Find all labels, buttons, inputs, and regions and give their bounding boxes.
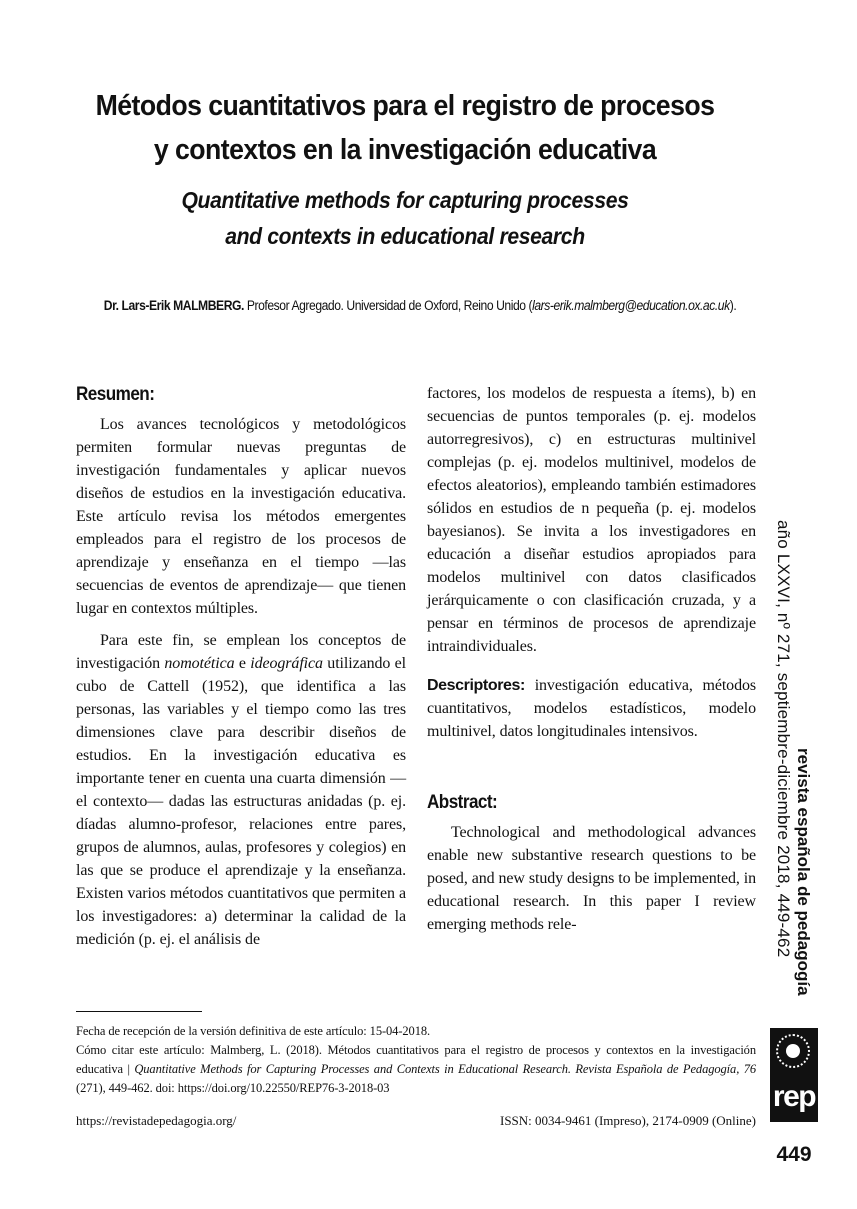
descriptores-text: investigación educativa, métodos cuantitativos, modelos estadísticos, modelo multinivel, datos longitudinales intensivos. (427, 677, 756, 740)
descriptores (427, 674, 756, 743)
title-english-line-1: Quantitative methods for capturing processes (181, 187, 629, 213)
descriptores-label: Descriptores: (427, 677, 525, 694)
title-english-line-2: and contexts in educational research (225, 223, 585, 249)
title-spanish-line-1: Métodos cuantitativos para el registro de procesos (95, 90, 715, 122)
left-column (76, 383, 406, 951)
author-closing: ). (729, 298, 737, 313)
resumen-heading: Resumen: (76, 384, 155, 405)
resumen-paragraph-continued: factores, los modelos de respuesta a ítems), b) en secuencias de puntos temporales (p. ej. modelos autorregresivos), c) en estructuras multinivel complejas (p. ej. modelos multinivel, modelos de efectos aleatorios), empleando también estimadores sólidos en estudios de n pequeña (p. ej. modelos bayesianos). Se invita a los investigadores en educación a diseñar estudios apropiados para modelos multinivel con datos clasificados jerárquicamente o con clasificación cruzada, y a pensar en términos de procesos de aprendizaje intraindividuales. (427, 385, 756, 655)
citation-part-c[interactable]: (271), 449-462. doi: https://doi.org/10.22550/REP76-3-2018-03 (76, 1081, 390, 1095)
title-spanish (88, 84, 723, 172)
footnotes (76, 1022, 756, 1098)
author-line (96, 298, 744, 313)
page-number: 449 (776, 1143, 812, 1166)
author-email[interactable]: lars-erik.malmberg@education.ox.ac.uk (532, 298, 730, 313)
logo-text: rep (772, 1080, 816, 1113)
abstract-section (427, 791, 756, 936)
resumen-paragraph-2 (76, 629, 406, 951)
logo-emblem-icon (776, 1034, 810, 1068)
title-english (88, 182, 723, 254)
resumen-paragraph-1: Los avances tecnológicos y metodológicos permiten formular nuevas preguntas de investigación fundamentales y aplicar nuevos diseños de estudios en la investigación educativa. Este artículo revisa los métodos emergentes empleados para el registro de los procesos de aprendizaje y enseñanza en el tiempo —las secuencias de eventos de aprendizaje— que tienen lugar en contextos múltiples. (76, 416, 406, 617)
rep-logo (770, 1028, 818, 1122)
author-affiliation: Profesor Agregado. Universidad de Oxford, Reino Unido ( (243, 298, 533, 313)
issue-info-vertical: año LXXVI, nº 271, septiembre-diciembre 2018, 449-462 (774, 520, 793, 958)
title-spanish-line-2: y contextos en la investigación educativa (153, 134, 657, 166)
page-footer (76, 1113, 756, 1133)
citation-part-a: Cómo citar este artículo: Malmberg, L. (2018). Métodos cuantitativos para el registro de procesos y contextos en la investigación educativa | (76, 1043, 756, 1076)
footnote-received: Fecha de recepción de la versión definitiva de este artículo: 15-04-2018. (76, 1024, 431, 1038)
resumen-p2-nomotetica: nomotética (164, 655, 235, 672)
resumen-p2-part-a: Para este fin, se emplean los conceptos de investigación (76, 632, 406, 672)
footnote-citation (76, 1041, 756, 1098)
resumen-p2-part-c: e (234, 655, 251, 672)
resumen-p2-ideografica: ideográfica (250, 655, 323, 672)
resumen-p2-part-e: utilizando el cubo de Cattell (1952), que identifica a las personas, las variables y el tiempo como las tres dimensiones clave para describir diseños de estudios. En la investigación educativa es importante tener en cuenta una cuarta dimensión —el contexto— dadas las estructuras anidadas (p. ej. díadas alumno-profesor, relaciones entre pares, grupos de alumnos, aulas, profesores y colegios) en las que se produce el aprendizaje y la enseñanza. Existen varios métodos cuantitativos que permiten a los investigadores: a) determinar la calidad de la medición (p. ej. el análisis de (76, 655, 406, 948)
right-column (427, 382, 756, 936)
abstract-paragraph-1: Technological and methodological advances enable new substantive research questions to be posed, and new study designs to be implemented, in educational research. In this paper I review emerging methods rele- (427, 824, 756, 933)
footnote-divider (76, 1011, 202, 1012)
abstract-heading: Abstract: (427, 792, 498, 813)
footer-url-link[interactable]: https://revistadepedagogia.org/ (76, 1113, 237, 1128)
footer-issn: ISSN: 0034-9461 (Impreso), 2174-0909 (Online) (500, 1113, 756, 1128)
author-name: Dr. Lars-Erik MALMBERG. (103, 298, 244, 313)
journal-name-vertical: revista española de pedagogía (794, 748, 813, 996)
citation-part-b: Quantitative Methods for Capturing Processes and Contexts in Educational Research. Revista Española de Pedagogía, 76 (134, 1062, 756, 1076)
